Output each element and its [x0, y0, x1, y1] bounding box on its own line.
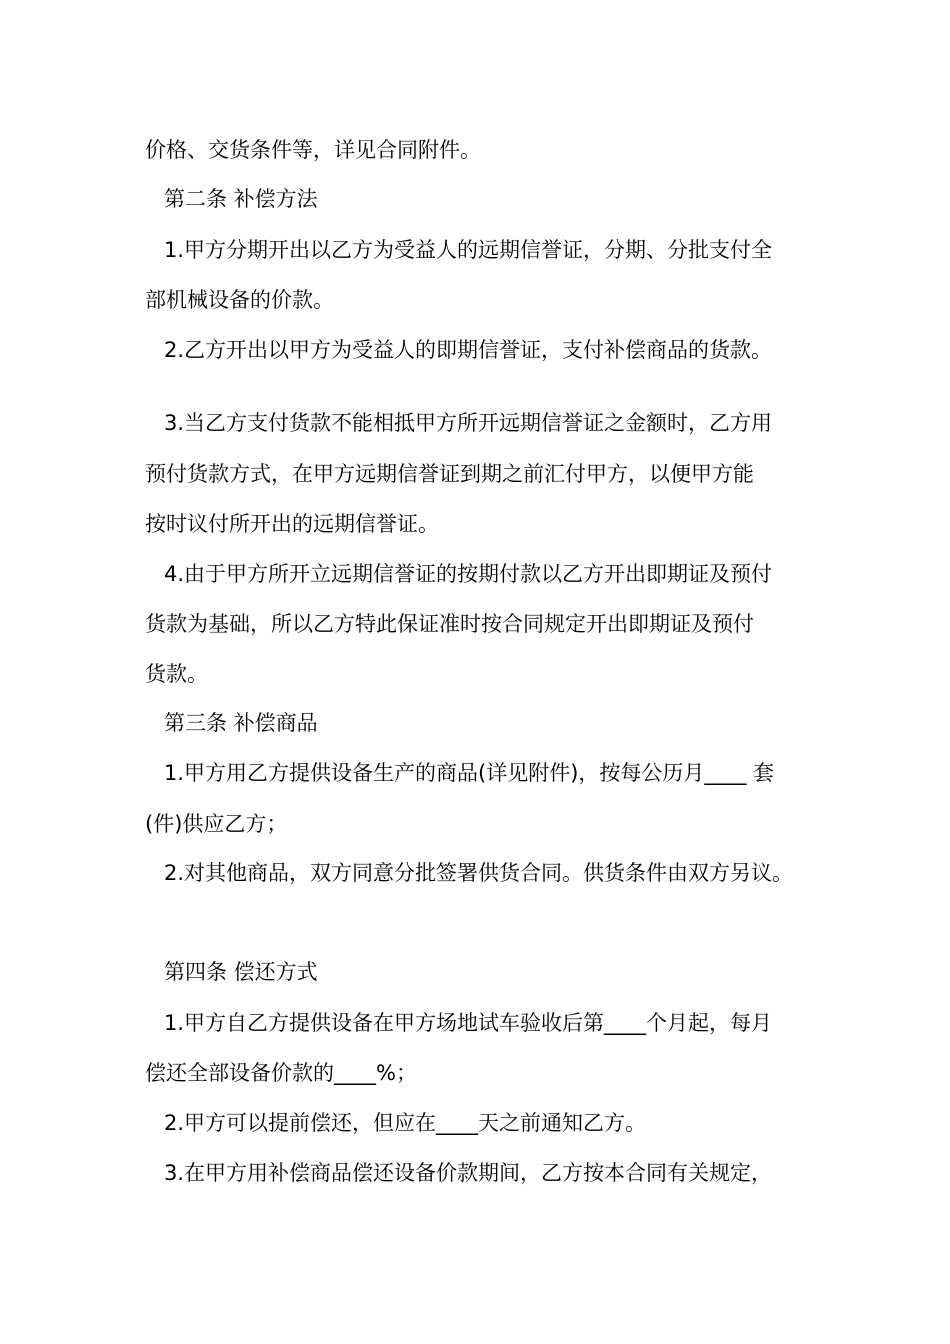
paragraph-line: 4.由于甲方所开立远期信誉证的按期付款以乙方开出即期证及预付 [164, 562, 773, 586]
paragraph-line: 3.当乙方支付货款不能相抵甲方所开远期信誉证之金额时，乙方用 [164, 411, 773, 435]
paragraph-line: 1.甲方用乙方提供设备生产的商品(详见附件)，按每公历月____ 套 [164, 761, 775, 785]
paragraph-line: 按时议付所开出的远期信誉证。 [145, 512, 439, 536]
paragraph-line: 1.甲方自乙方提供设备在甲方场地试车验收后第____个月起，每月 [164, 1011, 773, 1035]
paragraph-line: 价格、交货条件等，详见合同附件。 [145, 138, 481, 162]
paragraph-line: 2.甲方可以提前偿还，但应在____天之前通知乙方。 [164, 1111, 647, 1135]
paragraph-line: 部机械设备的价款。 [145, 288, 334, 312]
paragraph-line: 货款。 [145, 662, 208, 686]
paragraph-line: 3.在甲方用补偿商品偿还设备价款期间，乙方按本合同有关规定， [164, 1161, 773, 1185]
paragraph-line: 偿还全部设备价款的____%； [145, 1061, 417, 1085]
paragraph-line: (件)供应乙方； [145, 812, 288, 836]
article-heading: 第二条 补偿方法 [164, 187, 318, 211]
paragraph-line: 货款为基础，所以乙方特此保证准时按合同规定开出即期证及预付 [145, 612, 754, 636]
article-heading: 第四条 偿还方式 [164, 960, 318, 984]
paragraph-line: 2.乙方开出以甲方为受益人的即期信誉证，支付补偿商品的货款。 [164, 338, 773, 362]
paragraph-line: 预付货款方式，在甲方远期信誉证到期之前汇付甲方，以便甲方能 [145, 462, 754, 486]
paragraph-line: 1.甲方分期开出以乙方为受益人的远期信誉证，分期、分批支付全 [164, 238, 773, 262]
article-heading: 第三条 补偿商品 [164, 711, 318, 735]
paragraph-line: 2.对其他商品，双方同意分批签署供货合同。供货条件由双方另议。 [164, 861, 794, 885]
